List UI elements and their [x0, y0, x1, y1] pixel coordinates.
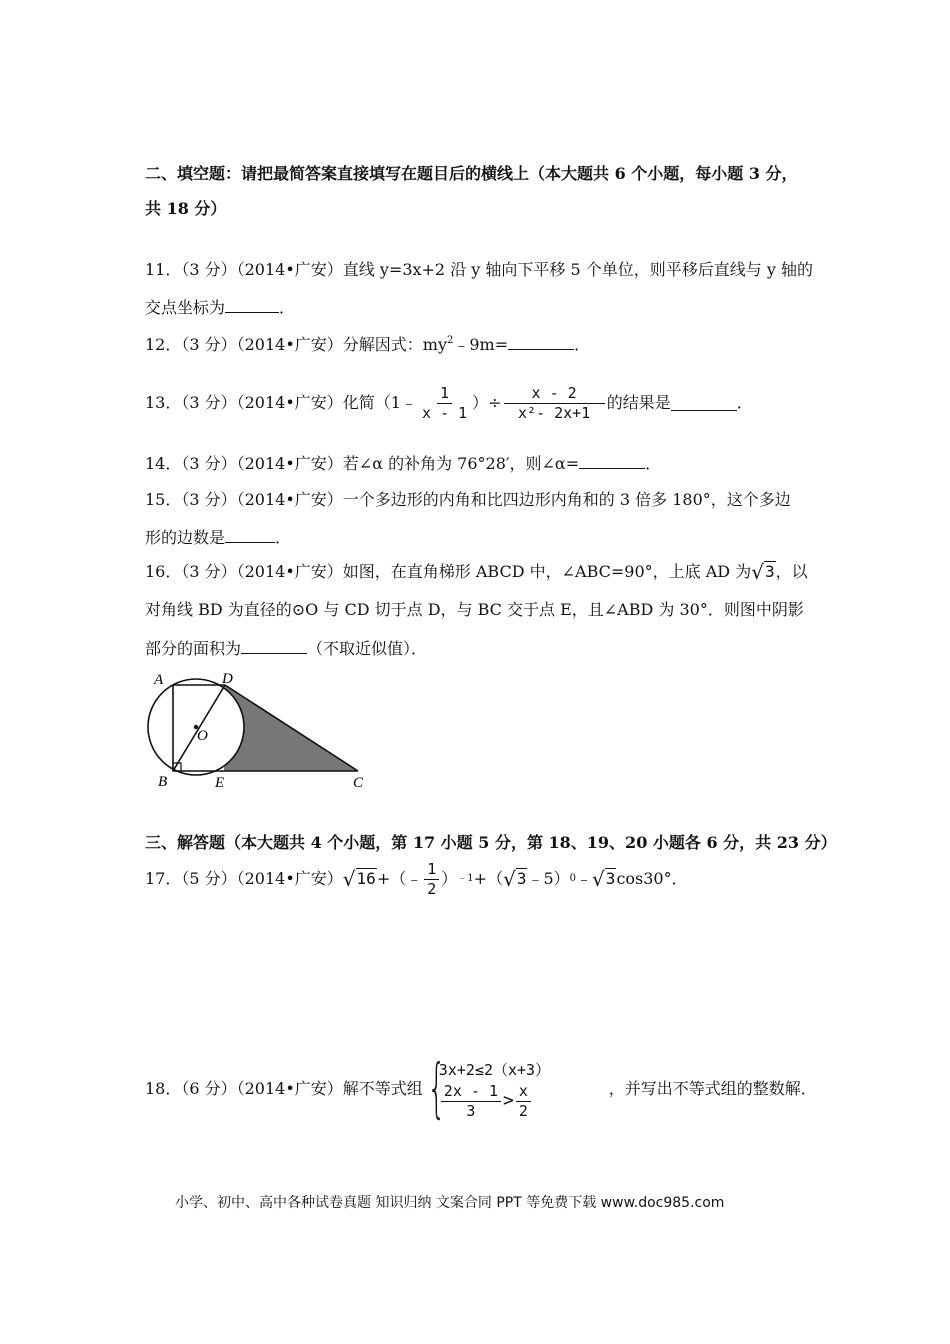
q14-prefix: 14．（3 分）（2014•广安）若∠α 的补角为 76°28′，则∠α= — [145, 454, 580, 473]
q12-end: ． — [574, 335, 591, 354]
q11-line1: 11．（3 分）（2014•广安）直线 y=3x+2 沿 y 轴向下平移 5 个单位，则平移后直线与 y 轴的 — [145, 260, 813, 279]
q17-part-6: cos30°． — [616, 869, 688, 888]
label-c: C — [353, 775, 364, 791]
q12-mid: ﹣9m= — [453, 335, 509, 354]
inequality-2 — [439, 1082, 579, 1121]
q14 — [145, 453, 661, 474]
q11-line2 — [145, 297, 295, 318]
answer-blank — [508, 334, 574, 350]
ineq2-left-denominator: 3 — [466, 1101, 476, 1120]
answer-blank — [579, 453, 645, 469]
q17-numerator: 1 — [424, 860, 439, 880]
q18 — [145, 1050, 817, 1128]
ineq2-right-numerator: x — [516, 1082, 531, 1102]
brace-icon: { — [427, 1052, 446, 1126]
q12-prefix: 12．（3 分）（2014•广安）分解因式：my — [145, 335, 447, 354]
q17-radicand-3: 3 — [605, 869, 616, 888]
q11-line2-text: 交点坐标为 — [145, 298, 226, 317]
q16-line2: 对角线 BD 为直径的⊙O 与 CD 切于点 D，与 BC 交于点 E，且∠ABD 为 30°．则图中阴影 — [145, 600, 804, 619]
q12 — [145, 334, 590, 355]
label-a: A — [154, 672, 164, 688]
q18-suffix: ，并写出不等式组的整数解． — [608, 1079, 817, 1098]
trapezoid-circle-figure — [140, 668, 380, 798]
q17-denominator: 2 — [427, 879, 437, 898]
ineq2-operator: > — [502, 1090, 514, 1111]
q13-suffix: 的结果是 — [606, 393, 671, 412]
q16-radicand: 3 — [764, 562, 775, 581]
q17-fraction — [424, 860, 439, 899]
q14-end: ． — [645, 454, 662, 473]
q17-radicand-2: 3 — [516, 869, 527, 888]
q15-line2-text: 形的边数是 — [145, 528, 226, 547]
inequality-system — [439, 1058, 579, 1121]
q16-sqrt — [751, 562, 775, 582]
q12-exponent: 2 — [447, 335, 454, 346]
q16-line3-b: （不取近似值）． — [307, 639, 428, 658]
answer-blank — [225, 297, 279, 313]
q17-sqrt-2 — [503, 869, 527, 889]
label-d: D — [222, 671, 233, 687]
q13-f2-denominator: x²- 2x+1 — [518, 403, 591, 422]
section3-title: 三、解答题（本大题共 4 个小题，第 17 小题 5 分，第 18、19、20 小题各 6 分，共 23 分） — [145, 833, 837, 852]
q15-line2 — [145, 527, 291, 548]
q17-part-3: +（ — [473, 869, 504, 888]
q13-f1-numerator: 1 — [437, 384, 452, 404]
page-footer: 小学、初中、高中各种试卷真题 知识归纳 文案合同 PPT 等免费下载 www.doc985.com — [175, 1195, 725, 1211]
q13 — [145, 373, 753, 433]
answer-blank — [241, 638, 307, 654]
ineq2-left-numerator: 2x - 1 — [441, 1082, 501, 1102]
q16-line1-a: 16．（3 分）（2014•广安）如图，在直角梯形 ABCD 中，∠ABC=90°，上底 AD 为 — [145, 562, 752, 581]
ineq2-right-fraction — [516, 1082, 531, 1121]
q17-sqrt-3 — [592, 869, 616, 889]
q13-end: ． — [736, 393, 753, 412]
q17-sqrt-1 — [343, 869, 377, 889]
inequality-1: 3x+2≤2（x+3） — [438, 1060, 551, 1079]
label-e: E — [215, 775, 225, 791]
q17-part-2: ） — [441, 869, 458, 888]
q13-f2-numerator: x - 2 — [504, 384, 605, 404]
q15-line1: 15．（3 分）（2014•广安）一个多边形的内角和比四边形内角和的 3 倍多 180°，这个多边 — [145, 490, 791, 509]
q13-mid: ）÷ — [472, 393, 502, 412]
answer-blank — [671, 395, 737, 411]
label-b: B — [158, 774, 168, 790]
section2-title-line2: 共 18 分） — [145, 199, 227, 218]
answer-blank — [225, 527, 275, 543]
q17-part-1: +（﹣ — [376, 869, 423, 888]
q13-fraction-2 — [504, 384, 605, 423]
section2-title-line1: 二、填空题：请把最简答案直接填写在题目后的横线上（本大题共 6 个小题，每小题 3 分， — [145, 164, 798, 183]
q16-line3 — [145, 638, 427, 659]
q17-part-5: ﹣ — [576, 869, 593, 888]
ineq2-left-fraction — [441, 1082, 501, 1121]
radical-sign: √ — [342, 867, 356, 891]
q11-end: ． — [279, 298, 296, 317]
q18-prefix: 18．（6 分）（2014•广安）解不等式组 — [145, 1079, 423, 1098]
q16-line1 — [145, 562, 808, 582]
radical-sign: √ — [592, 867, 605, 891]
q13-f1-denominator: x - 1 — [421, 403, 468, 422]
radical-sign: √ — [751, 560, 764, 584]
q17-part-4: ﹣5） — [527, 869, 570, 888]
ineq2-right-denominator: 2 — [518, 1101, 528, 1120]
label-o: O — [197, 728, 208, 744]
radical-sign: √ — [503, 867, 516, 891]
q17-prefix: 17．（5 分）（2014•广安） — [145, 869, 343, 888]
q17: 17．（5 分）（2014•广安） √16 +（﹣ $\frac{1}{2}$ ） ﹣1 +（ √3 ﹣5） 0 ﹣ √3 cos30°． — [145, 859, 688, 898]
q16-line1-b: ，以 — [775, 562, 808, 581]
q15-end: ． — [275, 528, 292, 547]
q16-line3-a: 部分的面积为 — [145, 639, 242, 658]
q17-radicand-1: 16 — [356, 869, 376, 888]
q13-fraction-1 — [419, 384, 470, 423]
q13-prefix: 13．（3 分）（2014•广安）化简（1﹣ — [145, 393, 417, 412]
